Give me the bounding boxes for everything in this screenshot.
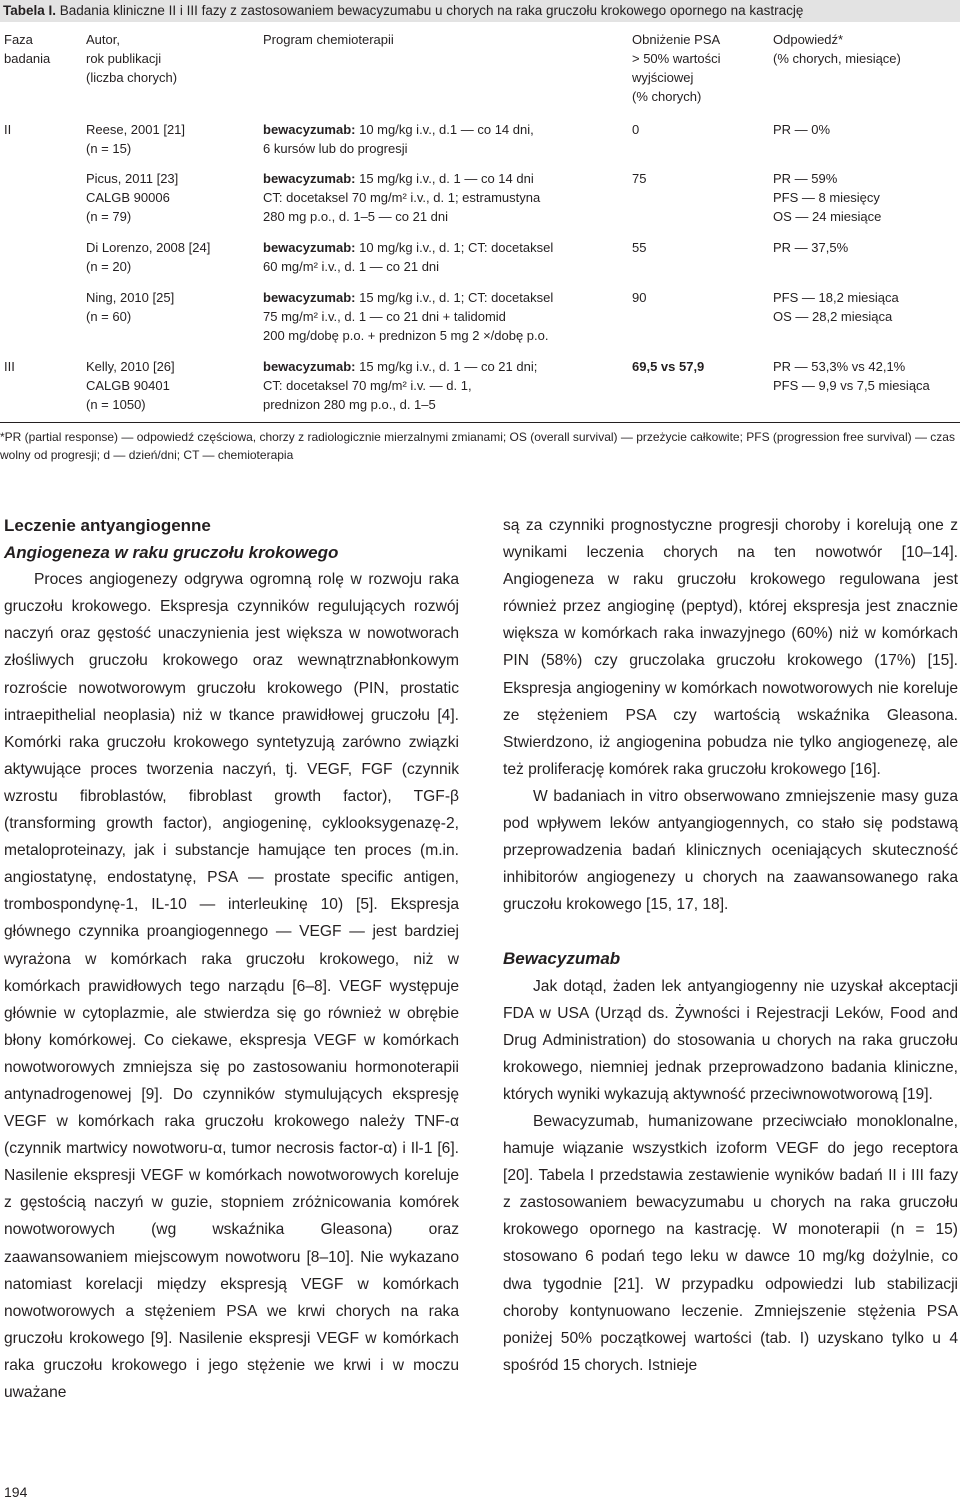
row-response: PR — 0% <box>773 122 831 137</box>
row-psa: 55 <box>632 240 647 255</box>
table-footnote: *PR (partial response) — odpowiedź częściowa, chorzy z radiologicznie mierzalnymi zmianami; OS (overall survival) — przeżycie całkowite; PFS (progression free survival) — czas wolny od progresji; d — dzień/dni; CT — chemioterapia <box>0 430 955 462</box>
row-response: PR — 59% PFS — 8 miesięcy OS — 24 miesiące <box>773 171 882 224</box>
row-author: Picus, 2011 [23] CALGB 90006 (n = 79) <box>86 171 179 224</box>
paragraph: Bewacyzumab, humanizowane przeciwciało monoklonalne, hamuje wiązanie wszystkich izoform VEGF do jego receptora [20]. Tabela I przedstawia zestawienie wyników badań II i III fazy z zastosowaniem bewacyzumabu u chorych na raka gruczołu krokowego opornego na kastrację. W monoterapii (n = 15) stosowano 6 podań tego leku w dawce 10 mg/kg dożylnie, co dwa tygodnie [21]. W przypadku odpowiedzi lub stabilizacji choroby kontynuowano leczenie. Zmniejszenie stężenia PSA poniżej 50% początkowej wartości (tab. I) uzyskano tylko u 4 spośród 15 chorych. Istnieje <box>503 1112 958 1374</box>
paragraph: są za czynniki prognostyczne progresji choroby i korelują one z wynikami leczenia chorych na ten nowotwór [10–14]. Angiogeneza w raku gruczołu krokowego regulowana jest również przez angioginę (peptyd), której ekspresja jest znacznie większa w komórkach raka inwazyjnego (60%) niż w komórkach PIN (58%) czy gruczolaka gruczołu krokowego (17%) [15]. Ekspresja angiogeniny w komórkach nowotworowych nie koreluje ze stężeniem PSA czy wartością wskaźnika Gleasona. Stwierdzono, iż angiogenina pobudza nie tylko angiogenezę, ale też proliferację komórek raka gruczołu krokowego [16]. <box>503 517 958 778</box>
header-author: Autor, rok publikacji (liczba chorych) <box>86 32 178 85</box>
table-caption-label: Tabela I. <box>3 3 57 18</box>
row-psa: 90 <box>632 290 647 305</box>
subsection-heading: Bewacyzumab <box>503 949 621 969</box>
row-phase: III <box>4 359 15 374</box>
row-psa: 75 <box>632 171 647 186</box>
row-program-text: 15 mg/kg i.v., d. 1; CT: docetaksel 75 mg/m² i.v., d. 1 — co 21 dni + talidomid 200 mg/dobę p.o. + prednizon 5 mg 2 ×/dobę p.o. <box>263 290 554 343</box>
row-program-text: 15 mg/kg i.v., d. 1 — co 21 dni; CT: docetaksel 70 mg/m² i.v. — d. 1, prednizon 280 mg p.o., d. 1–5 <box>263 359 538 412</box>
row-program-text: 10 mg/kg i.v., d. 1; CT: docetaksel 60 mg/m² i.v., d. 1 — co 21 dni <box>263 240 554 274</box>
subsection-heading: Angiogeneza w raku gruczołu krokowego <box>4 543 339 563</box>
row-author: Kelly, 2010 [26] CALGB 90401 (n = 1050) <box>86 359 175 412</box>
paragraph: Jak dotąd, żaden lek antyangiogenny nie uzyskał akceptacji FDA w USA (Urząd ds. Żywności i Rejestracji Leków, Food and Drug Administration) do stosowania u chorych na raka gruczołu krokowego, niemniej jednak przeprowadzono badania kliniczne, których wyniki wykazują aktywność przeciwnowotworową [19]. <box>503 977 958 1103</box>
row-psa: 69,5 vs 57,9 <box>632 359 705 374</box>
row-response: PFS — 18,2 miesiąca OS — 28,2 miesiąca <box>773 290 899 324</box>
header-program: Program chemioterapii <box>263 32 394 47</box>
header-response: Odpowiedź* (% chorych, miesiące) <box>773 32 901 66</box>
table-caption <box>0 0 960 22</box>
paragraph: W badaniach in vitro obserwowano zmniejszenie masy guza pod wpływem leków antyangiogennych, co stało się podstawą przeprowadzenia badań klinicznych oceniających skuteczność inhibitorów angiogenezy u chorych na zaawansowanego raka gruczołu krokowego [15, 17, 18]. <box>503 787 958 914</box>
row-program <box>263 288 615 345</box>
left-column <box>4 512 459 1406</box>
row-author: Reese, 2001 [21] (n = 15) <box>86 122 186 156</box>
row-psa: 0 <box>632 122 640 137</box>
row-program <box>263 120 615 158</box>
row-program <box>263 357 615 414</box>
section-heading: Leczenie antyangiogenne <box>4 516 211 535</box>
header-psa: Obniżenie PSA > 50% wartości wyjściowej (% chorych) <box>632 32 721 104</box>
row-drug: bewacyzumab: <box>263 171 356 186</box>
row-drug: bewacyzumab: <box>263 240 356 255</box>
row-drug: bewacyzumab: <box>263 122 356 137</box>
row-response: PR — 53,3% vs 42,1% PFS — 9,9 vs 7,5 miesiąca <box>773 359 930 393</box>
header-phase: Faza badania <box>4 32 51 66</box>
page-number: 194 <box>4 1484 28 1500</box>
paragraph: Proces angiogenezy odgrywa ogromną rolę w rozwoju raka gruczołu krokowego. Ekspresja czynników regulujących rozwój naczyń oraz gęstość unaczynienia jest większa w nowotworach złośliwych gruczołu krokowego oraz wewnątrznabłonkowym rozroście nowotworowym gruczołu krokowego (PIN, prostatic intraepithelial neoplasia) niż w tkance prawidłowej gruczołu [4]. Komórki raka gruczołu krokowego syntetyzują zarówno związki aktywujące proces tworzenia naczyń, tj. VEGF, FGF (czynnik wzrostu fibroblastów, fibroblast growth factor), TGF-β (transforming growth factor), angiogeninę, cyklooksygenazę-2, metaloproteinazy, jak i substancje hamujące ten proces (m.in. angiostatynę, endostatynę, PSA — prostate specific antigen, trombospondynę-1, IL-10 — interleukinę 10) [5]. Ekspresja głównego czynnika proangiogennego — VEGF — jest bardziej wyrażona w komórkach raka gruczołu krokowego, niż w komórkach prawidłowych tego narządu [6–8]. VEGF występuje głównie w cytoplazmie, ale stwierdza się go również w obrębie błony komórkowej. Co ciekawe, ekspresja VEGF w komórkach nowotworowych zmniejsza się po zastosowaniu hormonoterapii antynadrogenowej [9]. Do czynników stymulujących ekspresję VEGF w komórkach raka gruczołu krokowego należy TNF-α (czynnik martwicy nowotworu-α, tumor necrosis factor-α) i Il-1 [6]. Nasilenie ekspresji VEGF w komórkach nowotworowych koreluje z gęstością naczyń w guzie, stopniem zróżnicowania komórek nowotworowych (wg wskaźnika Gleasona) oraz zaawansowaniem miejscowym nowotworu [8–10]. Nie wykazano natomiast korelacji między ekspresją VEGF w komórkach nowotworowych a stężeniem PSA we krwi chorych na raka gruczołu krokowego [9]. Nasilenie ekspresji VEGF w komórkach raka gruczołu krokowego i jego stężenie we krwi i w moczu uważane <box>4 571 459 1401</box>
row-author: Ning, 2010 [25] (n = 60) <box>86 290 175 324</box>
row-drug: bewacyzumab: <box>263 290 356 305</box>
table-caption-text: Badania kliniczne II i III fazy z zastosowaniem bewacyzumabu u chorych na raka gruczołu krokowego opornego na kastrację <box>56 3 804 18</box>
footnote-divider <box>0 422 960 423</box>
right-column <box>503 512 958 1379</box>
row-program-text: 10 mg/kg i.v., d.1 — co 14 dni, 6 kursów lub do progresji <box>263 122 534 156</box>
row-program <box>263 238 615 276</box>
row-response: PR — 37,5% <box>773 240 849 255</box>
row-author: Di Lorenzo, 2008 [24] (n = 20) <box>86 240 211 274</box>
row-program <box>263 169 615 226</box>
row-drug: bewacyzumab: <box>263 359 356 374</box>
row-program-text: 15 mg/kg i.v., d. 1 — co 14 dni CT: docetaksel 70 mg/m² i.v., d. 1; estramustyna 280 mg p.o., d. 1–5 — co 21 dni <box>263 171 541 224</box>
row-phase: II <box>4 122 12 137</box>
